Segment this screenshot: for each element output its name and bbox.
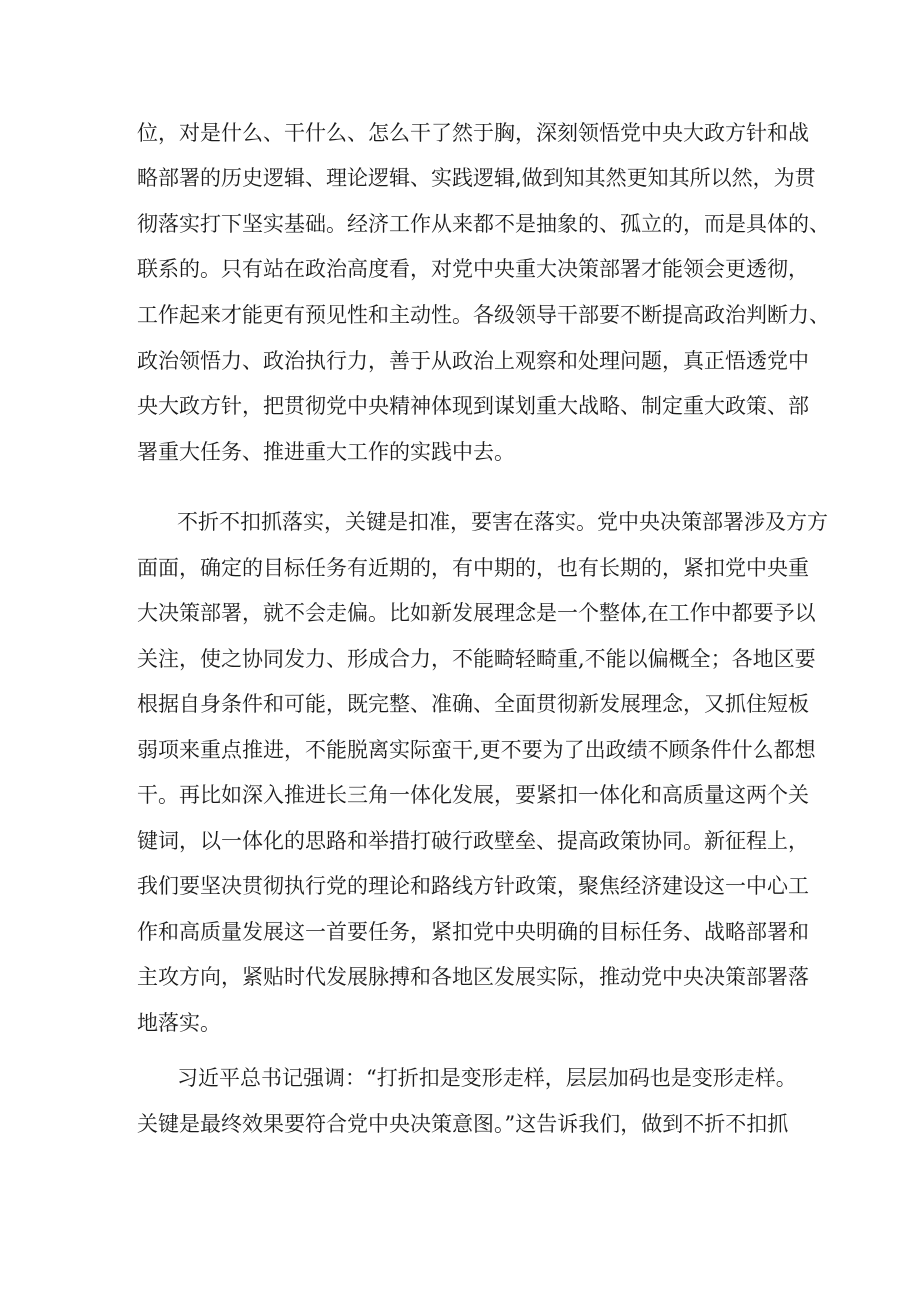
paragraph-2-line-3: 大决策部署，就不会走偏。比如新发展理念是一个整体,在工作中都要予以	[137, 601, 816, 625]
paragraph-1-line-3: 彻落实打下坚实基础。经济工作从来都不是抽象的、孤立的，而是具体的、	[137, 212, 830, 236]
paragraph-2-line-12: 地落实。	[137, 1011, 221, 1035]
paragraph-1-line-1: 位，对是什么、干什么、怎么干了然于胸，深刻领悟党中央大政方针和战	[137, 121, 809, 145]
paragraph-2-line-11: 主攻方向，紧贴时代发展脉搏和各地区发展实际，推动党中央决策部署落	[137, 965, 809, 989]
paragraph-1-line-4: 联系的。只有站在政治高度看，对党中央重大决策部署才能领会更透彻，	[137, 257, 809, 281]
paragraph-2-line-4: 关注，使之协同发力、形成合力，不能畸轻畸重,不能以偏概全；各地区要	[137, 647, 816, 671]
paragraph-2-line-1: 不折不扣抓落实，关键是扣准，要害在落实。党中央决策部署涉及方方	[177, 510, 828, 534]
paragraph-2-line-10: 作和高质量发展这一首要任务，紧扣党中央明确的目标任务、战略部署和	[137, 920, 809, 944]
paragraph-1-line-5: 工作起来才能更有预见性和主动性。各级领导干部要不断提高政治判断力、	[137, 303, 830, 327]
paragraph-3-line-1: 习近平总书记强调：“打折扣是变形走样，层层加码也是变形走样。	[177, 1066, 797, 1090]
paragraph-2-line-6: 弱项来重点推进，不能脱离实际蛮干,更不要为了出政绩不顾条件什么都想	[137, 738, 816, 762]
paragraph-1-line-2: 略部署的历史逻辑、理论逻辑、实践逻辑,做到知其然更知其所以然，为贯	[137, 166, 816, 190]
paragraph-2-line-2: 面面，确定的目标任务有近期的，有中期的，也有长期的，紧扣党中央重	[137, 556, 809, 580]
paragraph-1-line-8: 署重大任务、推进重大工作的实践中去。	[137, 440, 515, 464]
paragraph-2-line-5: 根据自身条件和可能，既完整、准确、全面贯彻新发展理念，又抓住短板	[137, 692, 809, 716]
paragraph-2-line-7: 干。再比如深入推进长三角一体化发展，要紧扣一体化和高质量这两个关	[137, 783, 809, 807]
paragraph-1-line-7: 央大政方针，把贯彻党中央精神体现到谋划重大战略、制定重大政策、部	[137, 394, 809, 418]
paragraph-2-line-9: 我们要坚决贯彻执行党的理论和路线方针政策，聚焦经济建设这一中心工	[137, 874, 809, 898]
paragraph-1-line-6: 政治领悟力、政治执行力，善于从政治上观察和处理问题，真正悟透党中	[137, 349, 809, 373]
paragraph-3-line-2: 关键是最终效果要符合党中央决策意图。”这告诉我们，做到不折不扣抓	[137, 1112, 789, 1136]
paragraph-2-line-8: 键词，以一体化的思路和举措打破行政壁垒、提高政策协同。新征程上，	[137, 829, 809, 853]
